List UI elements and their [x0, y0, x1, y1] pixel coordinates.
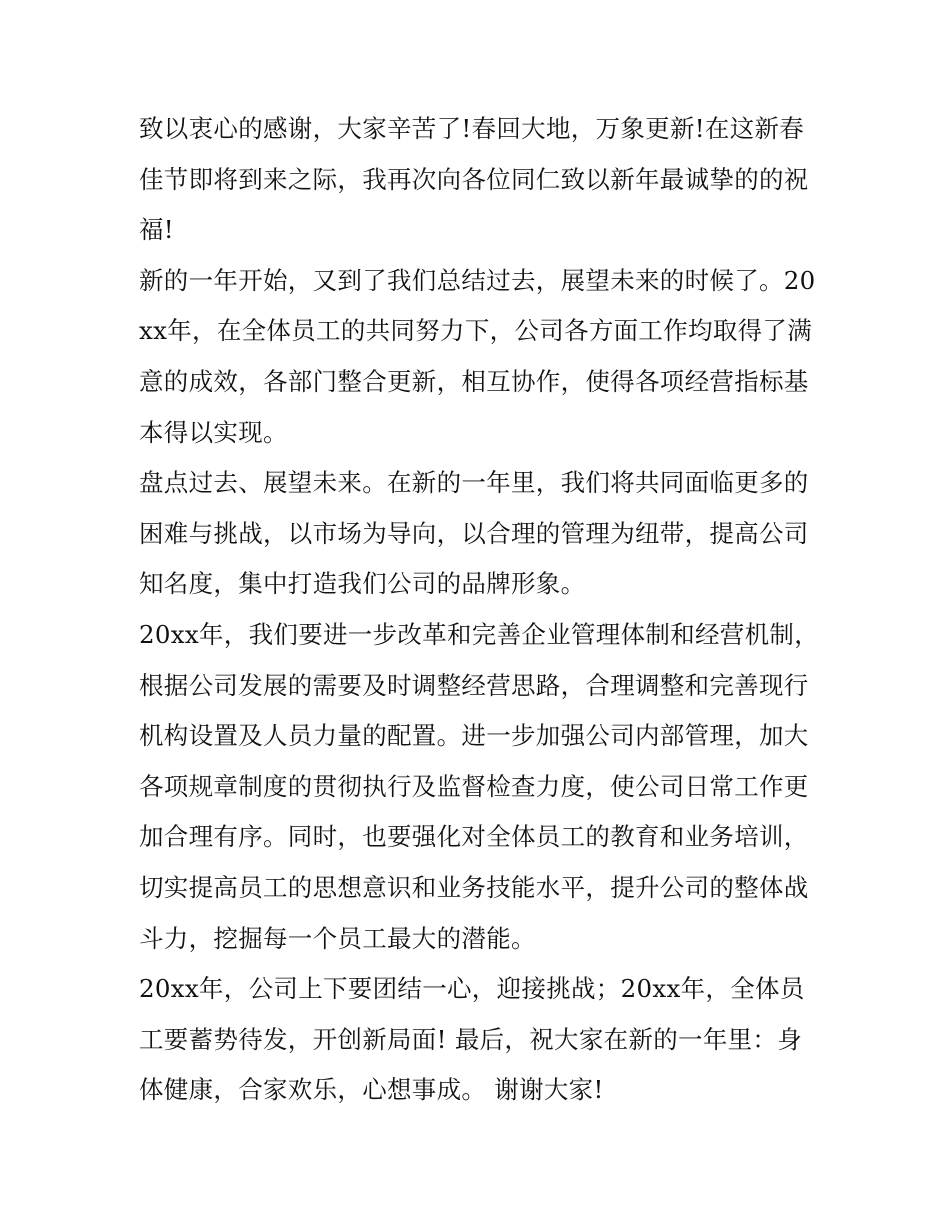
document-body: [139, 104, 819, 1116]
paragraph-reform: 20xx年，我们要进一步改革和完善企业管理体制和经营机制，根据公司发展的需要及时调整经营思路，合理调整和完善现行机构设置及人员力量的配置。进一步加强公司内部管理，加大各项规章制度的贯彻执行及监督检查力度，使公司日常工作更加合理有序。同时，也要强化对全体员工的教育和业务培训，切实提高员工的思想意识和业务技能水平，提升公司的整体战斗力，挖掘每一个员工最大的潜能。: [139, 619, 820, 953]
paragraph-greeting: 致以衷心的感谢，大家辛苦了!春回大地，万象更新!在这新春佳节即将到来之际，我再次向各位同仁致以新年最诚挚的的祝福!: [139, 114, 809, 245]
paragraph-review: 新的一年开始，又到了我们总结过去，展望未来的时候了。20xx年，在全体员工的共同努力下，公司各方面工作均取得了满意的成效，各部门整合更新，相互协作，使得各项经营指标基本得以实现。: [139, 265, 816, 447]
paragraph-outlook: 盘点过去、展望未来。在新的一年里，我们将共同面临更多的困难与挑战，以市场为导向，以合理的管理为纽带，提高公司知名度，集中打造我们公司的品牌形象。: [139, 468, 809, 599]
paragraph-closing: 20xx年，公司上下要团结一心，迎接挑战；20xx年，全体员工要蓄势待发，开创新局面! 最后，祝大家在新的一年里：身体健康，合家欢乐，心想事成。 谢谢大家!: [139, 974, 805, 1105]
